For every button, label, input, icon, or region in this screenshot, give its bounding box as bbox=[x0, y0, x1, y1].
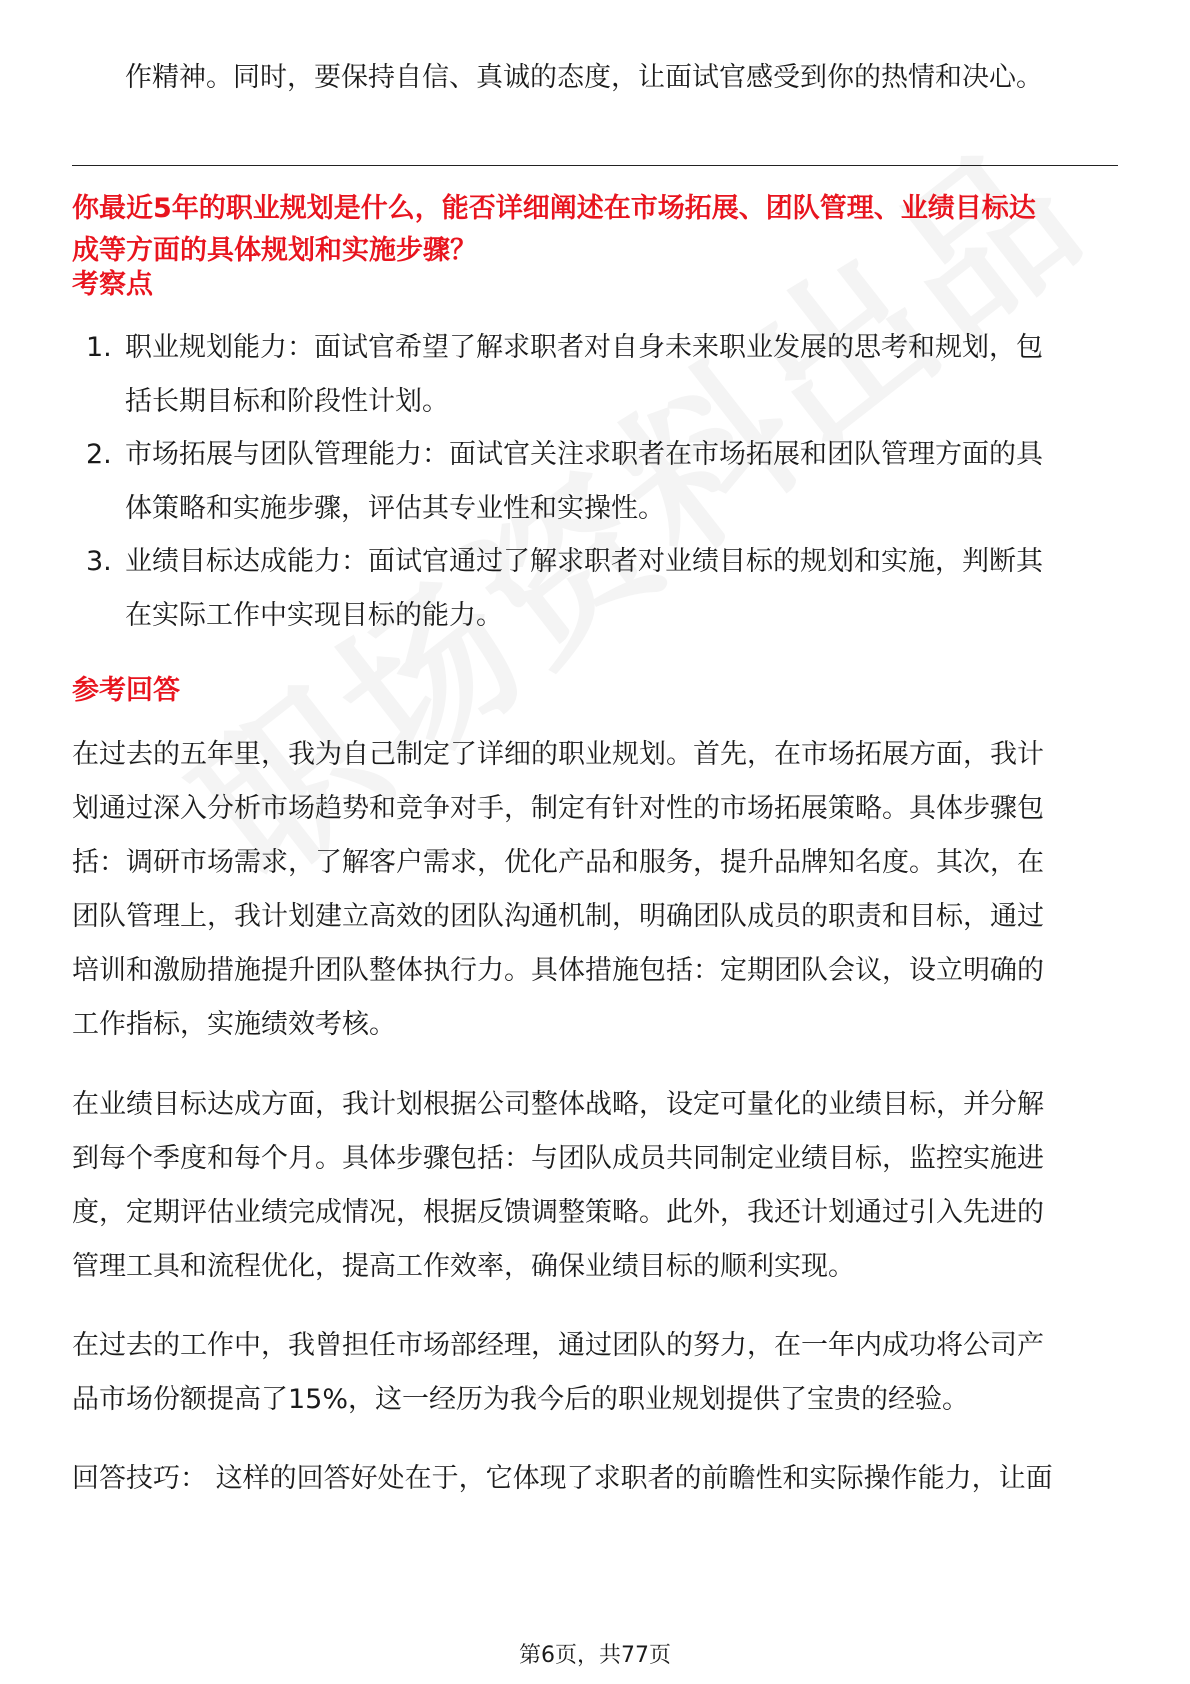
answer-paragraph-line: 品市场份额提高了15%，这一经历为我今后的职业规划提供了宝贵的经验。 bbox=[72, 1384, 970, 1415]
list-item-number: 3. bbox=[86, 546, 112, 577]
page-number: 第6页，共77页 bbox=[519, 1643, 671, 1668]
question-line: 成等方面的具体规划和实施步骤？ bbox=[72, 235, 477, 266]
examination-heading: 考察点 bbox=[72, 269, 153, 300]
section-divider bbox=[72, 165, 1118, 166]
answer-paragraph-line: 划通过深入分析市场趋势和竞争对手，制定有针对性的市场拓展策略。具体步骤包 bbox=[72, 793, 1044, 824]
answer-paragraph-line: 度，定期评估业绩完成情况，根据反馈调整策略。此外，我还计划通过引入先进的 bbox=[72, 1197, 1044, 1228]
answer-paragraph-line: 在业绩目标达成方面，我计划根据公司整体战略，设定可量化的业绩目标，并分解 bbox=[72, 1089, 1044, 1120]
list-item-text: 职业规划能力：面试官希望了解求职者对自身未来职业发展的思考和规划，包 bbox=[125, 332, 1043, 363]
list-item-number: 1. bbox=[86, 332, 112, 363]
answer-paragraph-line: 到每个季度和每个月。具体步骤包括：与团队成员共同制定业绩目标，监控实施进 bbox=[72, 1143, 1044, 1174]
answer-paragraph-line: 培训和激励措施提升团队整体执行力。具体措施包括：定期团队会议，设立明确的 bbox=[72, 955, 1044, 986]
list-item-text: 体策略和实施步骤，评估其专业性和实操性。 bbox=[125, 493, 665, 524]
list-item-text: 市场拓展与团队管理能力：面试官关注求职者在市场拓展和团队管理方面的具 bbox=[125, 439, 1043, 470]
answer-paragraph-line: 括：调研市场需求，了解客户需求，优化产品和服务，提升品牌知名度。其次，在 bbox=[72, 847, 1044, 878]
answer-paragraph-line: 团队管理上，我计划建立高效的团队沟通机制，明确团队成员的职责和目标，通过 bbox=[72, 901, 1044, 932]
answer-paragraph-line: 在过去的工作中，我曾担任市场部经理，通过团队的努力，在一年内成功将公司产 bbox=[72, 1330, 1044, 1361]
intro-tail-text: 作精神。同时，要保持自信、真诚的态度，让面试官感受到你的热情和决心。 bbox=[125, 62, 1043, 93]
list-item-text: 括长期目标和阶段性计划。 bbox=[125, 386, 449, 417]
question-heading bbox=[72, 188, 1118, 272]
list-item-number: 2. bbox=[86, 439, 112, 470]
question-line: 你最近5年的职业规划是什么，能否详细阐述在市场拓展、团队管理、业绩目标达 bbox=[72, 193, 1036, 224]
answer-paragraph-line: 管理工具和流程优化，提高工作效率，确保业绩目标的顺利实现。 bbox=[72, 1251, 855, 1282]
answer-tip-line: 回答技巧： 这样的回答好处在于，它体现了求职者的前瞻性和实际操作能力，让面 bbox=[72, 1463, 1053, 1494]
list-item-text: 业绩目标达成能力：面试官通过了解求职者对业绩目标的规划和实施，判断其 bbox=[125, 546, 1043, 577]
reference-heading: 参考回答 bbox=[72, 675, 180, 706]
answer-paragraph-line: 工作指标，实施绩效考核。 bbox=[72, 1009, 396, 1040]
answer-paragraph-line: 在过去的五年里，我为自己制定了详细的职业规划。首先，在市场拓展方面，我计 bbox=[72, 739, 1044, 770]
list-item-text: 在实际工作中实现目标的能力。 bbox=[125, 600, 503, 631]
